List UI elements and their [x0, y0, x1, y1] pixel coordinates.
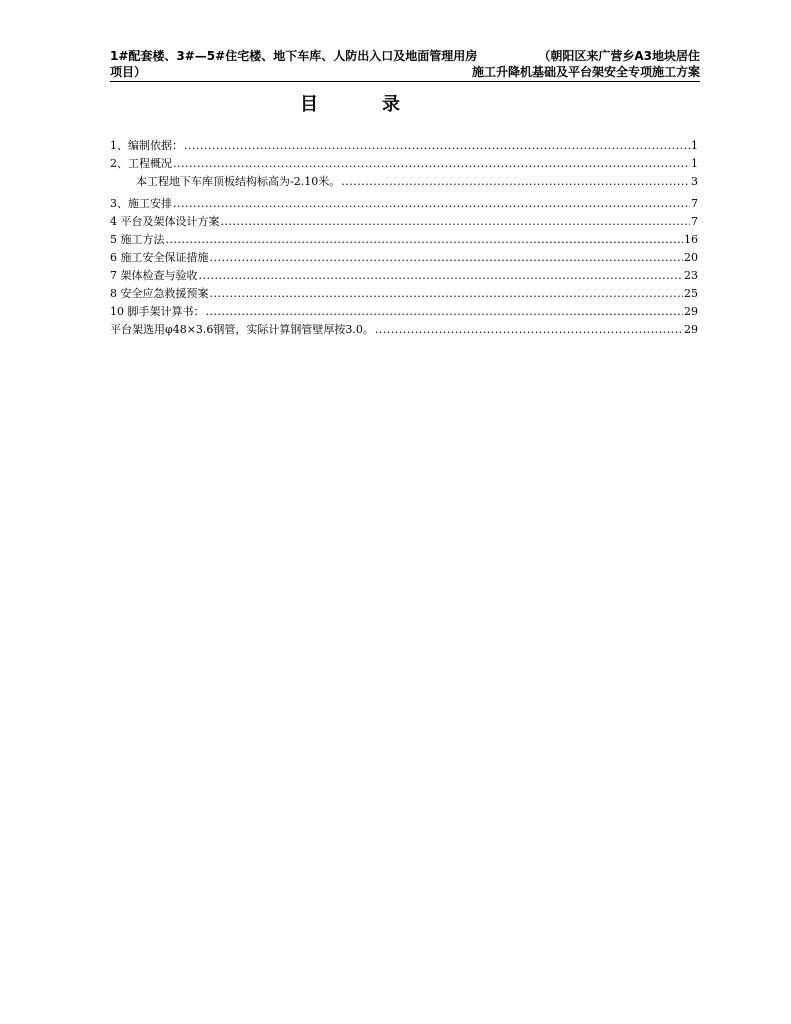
toc-heading-char-1: 目	[300, 94, 318, 115]
page-header	[110, 48, 700, 82]
toc-entry[interactable]	[110, 267, 698, 285]
toc-entry-page: 23	[684, 269, 698, 282]
toc-entry[interactable]	[110, 213, 698, 231]
table-of-contents	[110, 137, 698, 339]
toc-dot-leader	[173, 155, 690, 173]
toc-entry-text: 8 安全应急救援预案	[110, 287, 209, 300]
toc-entry-page: 29	[684, 323, 698, 336]
toc-dot-leader	[173, 195, 690, 213]
toc-entry-text: 本工程地下车库顶板结构标高为-2.10米。	[136, 175, 341, 188]
toc-entry[interactable]	[110, 285, 698, 303]
toc-entry-text: 4 平台及架体设计方案	[110, 215, 220, 228]
toc-dot-leader	[221, 213, 691, 231]
toc-entry[interactable]	[110, 303, 698, 321]
toc-heading	[300, 94, 400, 116]
toc-heading-char-2: 录	[382, 94, 400, 115]
toc-entry[interactable]	[110, 249, 698, 267]
toc-dot-leader	[210, 285, 684, 303]
header-project-location: （朝阳区来广营乡A3地块居住	[538, 49, 700, 63]
toc-entry-text: 10 脚手架计算书：	[110, 305, 205, 318]
toc-dot-leader	[206, 303, 684, 321]
toc-entry-page: 29	[684, 305, 698, 318]
toc-dot-leader	[375, 321, 683, 339]
toc-dot-leader	[184, 137, 690, 155]
toc-entry[interactable]	[110, 195, 698, 213]
toc-entry-text: 6 施工安全保证措施	[110, 251, 209, 264]
toc-entry-page: 1	[691, 157, 698, 170]
toc-entry-page: 20	[684, 251, 698, 264]
toc-entry[interactable]	[110, 137, 698, 155]
toc-entry-text: 5 施工方法	[110, 233, 165, 246]
toc-entry-page: 3	[691, 175, 698, 188]
toc-entry[interactable]	[110, 231, 698, 249]
header-project-suffix: 项目）	[110, 65, 147, 79]
header-line-1	[110, 48, 700, 64]
toc-entry[interactable]	[110, 155, 698, 173]
header-line-2	[110, 64, 700, 80]
toc-entry[interactable]	[110, 321, 698, 339]
toc-entry-text: 3、施工安排	[110, 197, 172, 210]
toc-entry-text: 平台架选用φ48×3.6钢管，实际计算钢管壁厚按3.0。	[110, 323, 374, 336]
toc-entry-text: 1、编制依据：	[110, 139, 183, 152]
toc-dot-leader	[210, 249, 684, 267]
toc-entry-text: 7 架体检查与验收	[110, 269, 198, 282]
toc-dot-leader	[199, 267, 684, 285]
toc-entry[interactable]	[110, 173, 698, 191]
toc-entry-page: 7	[691, 215, 698, 228]
toc-dot-leader	[341, 173, 690, 191]
toc-entry-page: 7	[691, 197, 698, 210]
toc-entry-text: 2、工程概况	[110, 157, 172, 170]
header-document-title: 施工升降机基础及平台架安全专项施工方案	[471, 65, 700, 79]
header-project-name: 1#配套楼、3#—5#住宅楼、地下车库、人防出入口及地面管理用房	[110, 49, 478, 63]
toc-dot-leader	[166, 231, 684, 249]
toc-entry-page: 16	[684, 233, 698, 246]
toc-entry-page: 25	[684, 287, 698, 300]
toc-entry-page: 1	[691, 139, 698, 152]
